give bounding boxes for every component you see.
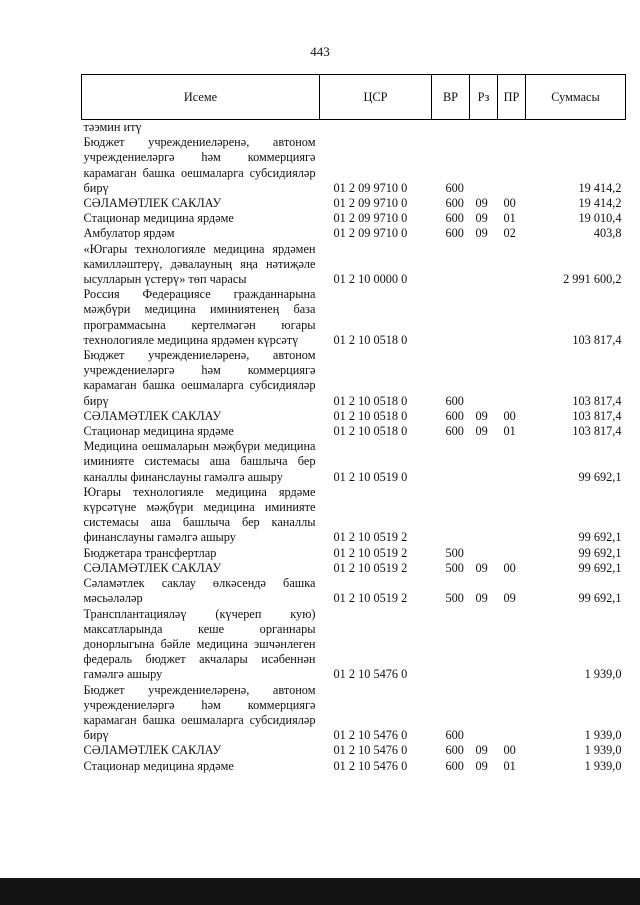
cell-name: Стационар медицина ярдәме (83, 211, 234, 226)
cell-name: Бюджетара трансфертлар (83, 545, 217, 560)
cell-pr (498, 607, 526, 683)
cell-name: СӘЛАМӘТЛЕК САКЛАУ (83, 196, 222, 211)
cell-rz (470, 287, 498, 348)
cell-csr: 01 2 10 0519 2 (333, 560, 408, 575)
cell-csr: 01 2 09 9710 0 (333, 226, 408, 241)
cell-pr: 01 (503, 424, 516, 439)
cell-sum: 103 817,4 (572, 393, 622, 408)
table-body (82, 120, 626, 774)
cell-rz: 09 (475, 196, 488, 211)
cell-vr: 500 (445, 545, 464, 560)
cell-rz: 09 (475, 758, 488, 773)
cell-csr: 01 2 10 0518 0 (333, 408, 408, 423)
cell-rz (470, 120, 498, 136)
table-row (82, 242, 626, 288)
cell-vr: 600 (445, 728, 464, 743)
cell-rz (470, 348, 498, 409)
table-row (82, 759, 626, 774)
cell-vr (432, 242, 470, 288)
cell-rz (470, 485, 498, 546)
cell-sum: 1 939,0 (584, 758, 622, 773)
cell-vr: 500 (445, 560, 464, 575)
cell-csr: 01 2 09 9710 0 (333, 211, 408, 226)
cell-name: Стационар медицина ярдәме (83, 424, 234, 439)
cell-vr (432, 120, 470, 136)
cell-name: Россия Федерациясе гражданнарына мәҗбүри медицина иминиятенең база программасына кертелмәгән югары технологияле медицина ярдәмен күрсәтү (83, 287, 316, 347)
cell-csr: 01 2 10 0519 0 (333, 469, 408, 484)
cell-rz (470, 439, 498, 485)
cell-vr (432, 439, 470, 485)
table-row (82, 211, 626, 226)
cell-rz: 09 (475, 226, 488, 241)
cell-name: Югары технологияле медицина ярдәме күрсәтүне мәҗбүри медицина иминияте системасы аша башлыча бер каналлы финанслауны гамәлгә ашыру (83, 484, 316, 545)
cell-name: Медицина оешмаларын мәҗбүри медицина иминияте системасы аша башлыча бер каналлы финанслауны гамәлгә ашыру (83, 439, 316, 484)
cell-name: «Югары технологияле медицина ярдәмен камилләштерү, дәвалауның яңа нәтиҗәле ысулларын үстерү» төп чарасы (83, 241, 316, 287)
cell-name: Сәламәтлек саклау өлкәсендә башка мәсьәләләр (83, 576, 316, 606)
cell-vr: 600 (445, 196, 464, 211)
table-row (82, 287, 626, 348)
table-row (82, 576, 626, 606)
cell-sum: 103 817,4 (572, 332, 622, 347)
cell-rz: 09 (475, 424, 488, 439)
cell-pr: 01 (503, 211, 516, 226)
cell-name: СӘЛАМӘТЛЕК САКЛАУ (83, 408, 222, 423)
cell-vr: 500 (445, 591, 464, 606)
table-row (82, 546, 626, 561)
table-row (82, 683, 626, 744)
budget-table (81, 74, 626, 774)
cell-csr: 01 2 10 0519 2 (333, 591, 408, 606)
table-row (82, 226, 626, 241)
cell-csr: 01 2 10 5476 0 (333, 758, 408, 773)
cell-pr: 09 (503, 591, 516, 606)
cell-pr: 00 (503, 408, 516, 423)
header-rz: Рз (470, 75, 498, 120)
cell-sum: 1 939,0 (584, 667, 622, 682)
cell-vr: 600 (445, 408, 464, 423)
cell-name: тәэмин итү (83, 120, 142, 134)
page-number: 443 (310, 44, 330, 59)
scan-bottom-border (0, 878, 640, 905)
cell-csr: 01 2 10 0518 0 (333, 393, 408, 408)
cell-csr: 01 2 10 0519 2 (333, 530, 408, 545)
cell-csr: 01 2 10 0518 0 (333, 424, 408, 439)
cell-vr: 600 (445, 180, 464, 195)
table-row (82, 607, 626, 683)
table-row (82, 135, 626, 196)
cell-vr: 600 (445, 393, 464, 408)
header-csr: ЦСР (320, 75, 432, 120)
cell-pr (498, 546, 526, 561)
cell-name: СӘЛАМӘТЛЕК САКЛАУ (83, 743, 222, 758)
cell-pr (498, 348, 526, 409)
cell-pr: 02 (503, 226, 516, 241)
table-row (82, 120, 626, 136)
cell-rz (470, 546, 498, 561)
table-row (82, 743, 626, 758)
cell-rz (470, 683, 498, 744)
cell-vr (432, 607, 470, 683)
cell-pr (498, 439, 526, 485)
header-name: Исеме (82, 75, 320, 120)
cell-sum: 2 991 600,2 (563, 272, 622, 287)
cell-csr: 01 2 10 0519 2 (333, 545, 408, 560)
cell-sum (526, 120, 626, 136)
cell-csr: 01 2 10 0000 0 (333, 272, 408, 287)
cell-sum: 99 692,1 (578, 591, 622, 606)
budget-table-container (81, 74, 625, 774)
table-row (82, 439, 626, 485)
table-header-row (82, 75, 626, 120)
table-row (82, 348, 626, 409)
cell-name: Амбулатор ярдәм (83, 226, 175, 241)
cell-sum: 99 692,1 (578, 560, 622, 575)
cell-vr: 600 (445, 743, 464, 758)
cell-sum: 1 939,0 (584, 728, 622, 743)
cell-vr (432, 485, 470, 546)
cell-sum: 403,8 (593, 226, 622, 241)
table-row (82, 561, 626, 576)
cell-csr: 01 2 09 9710 0 (333, 180, 408, 195)
cell-name: Бюджет учреждениеләренә, автоном учреждениеләргә һәм коммерциягә карамаган башка оешмаларга субсидияләр бирү (83, 348, 316, 408)
cell-rz: 09 (475, 211, 488, 226)
cell-vr: 600 (445, 211, 464, 226)
cell-rz: 09 (475, 408, 488, 423)
cell-rz (470, 607, 498, 683)
cell-rz (470, 135, 498, 196)
cell-sum: 103 817,4 (572, 408, 622, 423)
cell-sum: 1 939,0 (584, 743, 622, 758)
header-sum: Суммасы (526, 75, 626, 120)
cell-sum: 99 692,1 (578, 469, 622, 484)
cell-name: Бюджет учреждениеләренә, автоном учреждениеләргә һәм коммерциягә карамаган башка оешмаларга субсидияләр бирү (83, 135, 316, 195)
cell-vr (432, 287, 470, 348)
cell-vr: 600 (445, 424, 464, 439)
cell-csr (320, 120, 432, 136)
cell-pr (498, 120, 526, 136)
cell-csr: 01 2 10 5476 0 (333, 743, 408, 758)
cell-rz: 09 (475, 743, 488, 758)
header-pr: ПР (498, 75, 526, 120)
header-vr: ВР (432, 75, 470, 120)
cell-rz: 09 (475, 560, 488, 575)
cell-pr: 00 (503, 743, 516, 758)
cell-csr: 01 2 10 5476 0 (333, 667, 408, 682)
cell-name: Трансплантацияләү (күчереп кую) максатларында кеше органнары донорлыгына бәйле медицина эшчәнлеген федераль бюджет акчалары исәбеннән гамәлгә ашыру (83, 606, 316, 682)
cell-pr: 00 (503, 196, 516, 211)
cell-pr (498, 485, 526, 546)
cell-name: Стационар медицина ярдәме (83, 758, 234, 773)
cell-sum: 19 414,2 (578, 196, 622, 211)
table-row (82, 196, 626, 211)
cell-vr: 600 (445, 226, 464, 241)
cell-pr (498, 135, 526, 196)
table-row (82, 485, 626, 546)
cell-sum: 103 817,4 (572, 424, 622, 439)
cell-rz (470, 242, 498, 288)
cell-pr (498, 242, 526, 288)
cell-sum: 19 414,2 (578, 180, 622, 195)
cell-name: Бюджет учреждениеләренә, автоном учреждениеләргә һәм коммерциягә карамаган башка оешмаларга субсидияләр бирү (83, 682, 316, 743)
cell-csr: 01 2 10 0518 0 (333, 332, 408, 347)
table-row (82, 409, 626, 424)
cell-pr (498, 683, 526, 744)
cell-pr (498, 287, 526, 348)
cell-pr: 00 (503, 560, 516, 575)
cell-csr: 01 2 09 9710 0 (333, 196, 408, 211)
cell-rz: 09 (475, 591, 488, 606)
table-row (82, 424, 626, 439)
cell-sum: 99 692,1 (578, 530, 622, 545)
cell-sum: 19 010,4 (578, 211, 622, 226)
cell-name: СӘЛАМӘТЛЕК САКЛАУ (83, 560, 222, 575)
cell-vr: 600 (445, 758, 464, 773)
cell-csr: 01 2 10 5476 0 (333, 728, 408, 743)
cell-pr: 01 (503, 758, 516, 773)
cell-sum: 99 692,1 (578, 545, 622, 560)
